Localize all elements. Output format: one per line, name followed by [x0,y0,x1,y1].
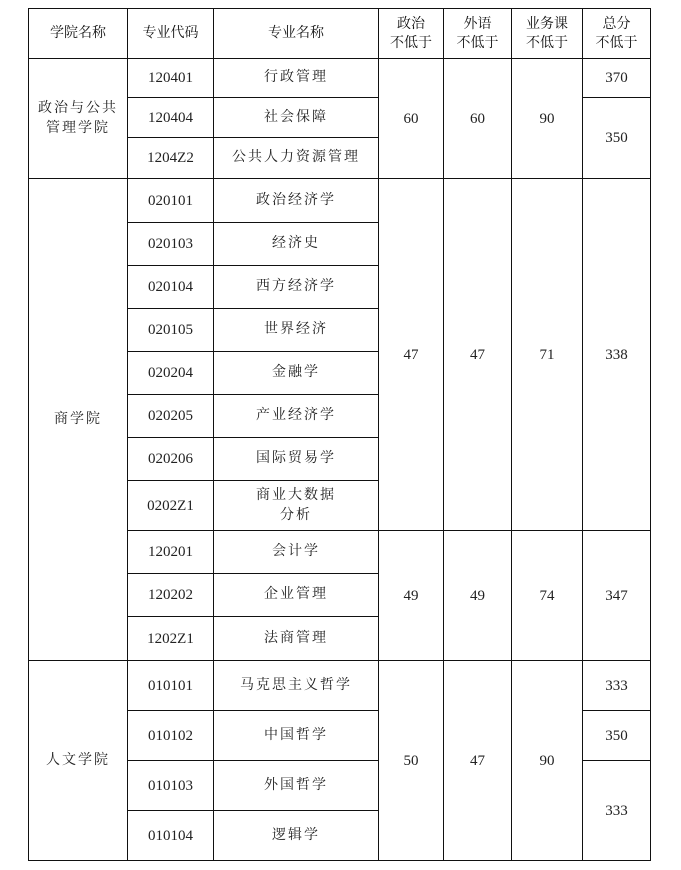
header-row [29,9,651,59]
code-cell: 020206 [128,438,214,481]
major-cell: 企业管理 [214,574,379,617]
total-cell: 333 [583,661,651,711]
code-cell: 0202Z1 [128,481,214,531]
major-cell: 政治经济学 [214,179,379,223]
code-cell: 120202 [128,574,214,617]
code-cell: 120404 [128,98,214,138]
header-language-l1: 外语 [463,15,492,32]
language-cell: 47 [444,661,512,861]
course-cell: 90 [512,661,583,861]
major-cell: 公共人力资源管理 [214,138,379,179]
major-cell: 国际贸易学 [214,438,379,481]
header-politics [379,9,444,59]
header-total [583,9,651,59]
major-cell [214,481,379,531]
table-row [29,179,651,223]
header-course-l2: 不低于 [526,34,568,51]
politics-cell: 49 [379,531,444,661]
code-cell: 020103 [128,223,214,266]
header-major: 专业名称 [214,9,379,59]
college-cell: 人文学院 [29,661,128,861]
header-code: 专业代码 [128,9,214,59]
header-total-l2: 不低于 [595,34,638,51]
language-cell: 49 [444,531,512,661]
language-cell: 60 [444,59,512,179]
major-cell: 金融学 [214,352,379,395]
code-cell: 020101 [128,179,214,223]
total-cell: 370 [583,59,651,98]
code-cell: 1202Z1 [128,617,214,661]
major-cell: 会计学 [214,531,379,574]
college-l2: 管理学院 [46,120,110,136]
course-cell: 74 [512,531,583,661]
code-cell: 010103 [128,761,214,811]
college-cell: 商学院 [29,179,128,661]
header-course [512,9,583,59]
code-cell: 010104 [128,811,214,861]
major-cell: 社会保障 [214,98,379,138]
header-language [444,9,512,59]
major-cell: 马克思主义哲学 [214,661,379,711]
course-cell: 90 [512,59,583,179]
code-cell: 010101 [128,661,214,711]
major-cell: 行政管理 [214,59,379,98]
course-cell: 71 [512,179,583,531]
politics-cell: 60 [379,59,444,179]
code-cell: 120201 [128,531,214,574]
total-cell: 350 [583,711,651,761]
table-row [29,661,651,711]
table-row [29,59,651,98]
college-l1: 政治与公共 [38,100,118,116]
header-language-l2: 不低于 [456,34,499,51]
politics-cell: 47 [379,179,444,531]
major-cell: 中国哲学 [214,711,379,761]
total-cell: 350 [583,98,651,179]
college-cell [29,59,128,179]
major-l2: 分析 [280,507,312,523]
major-l1: 商业大数据 [256,487,336,503]
header-course-l1: 业务课 [526,15,568,32]
header-college: 学院名称 [29,9,128,59]
major-cell: 西方经济学 [214,266,379,309]
total-cell: 338 [583,179,651,531]
code-cell: 120401 [128,59,214,98]
major-cell: 经济史 [214,223,379,266]
header-politics-l1: 政治 [397,15,425,32]
language-cell: 47 [444,179,512,531]
code-cell: 020104 [128,266,214,309]
header-total-l1: 总分 [602,15,631,32]
code-cell: 020205 [128,395,214,438]
major-cell: 外国哲学 [214,761,379,811]
major-cell: 逻辑学 [214,811,379,861]
total-cell: 333 [583,761,651,861]
major-cell: 世界经济 [214,309,379,352]
header-politics-l2: 不低于 [390,34,432,51]
code-cell: 020105 [128,309,214,352]
major-cell: 法商管理 [214,617,379,661]
code-cell: 010102 [128,711,214,761]
politics-cell: 50 [379,661,444,861]
code-cell: 020204 [128,352,214,395]
admission-score-table [28,8,651,861]
total-cell: 347 [583,531,651,661]
major-cell: 产业经济学 [214,395,379,438]
code-cell: 1204Z2 [128,138,214,179]
